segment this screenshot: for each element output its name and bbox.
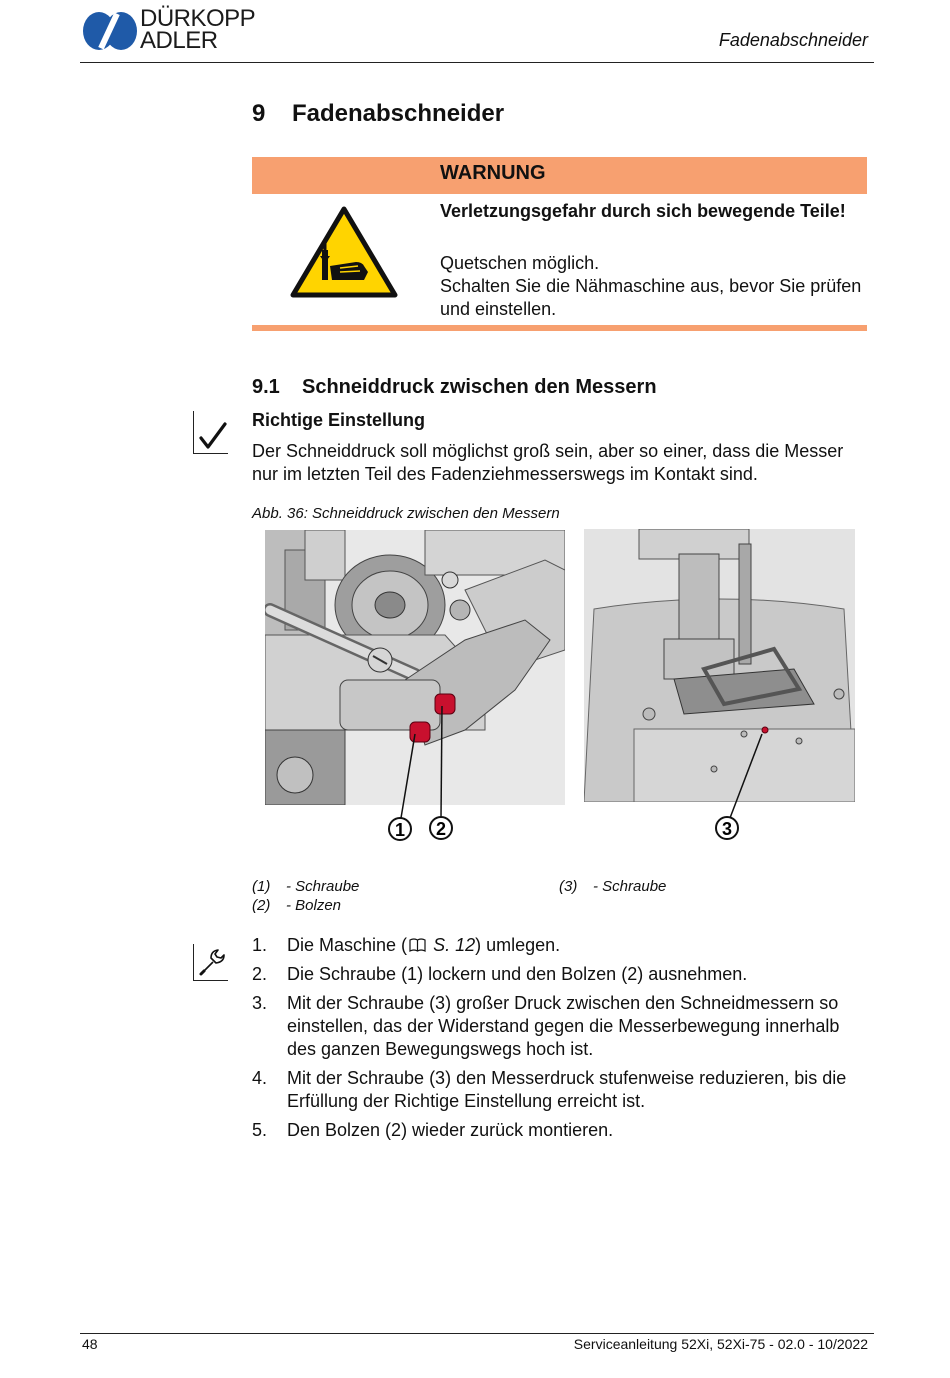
brand-name bbox=[140, 5, 256, 54]
step-text: Die Schraube (1) lockern und den Bolzen (2) ausnehmen. bbox=[287, 964, 748, 984]
section-number: 9.1 bbox=[252, 376, 280, 398]
step-number: 5. bbox=[252, 1120, 268, 1140]
callout-2: 2 bbox=[435, 819, 447, 839]
warning-line-1: Quetschen möglich. bbox=[440, 253, 600, 273]
legend-item-2 bbox=[252, 897, 341, 914]
warning-line-2: Schalten Sie die Nähmaschine aus, bevor Sie prüfen und einstellen. bbox=[440, 276, 862, 319]
legend-text: - Bolzen bbox=[286, 897, 342, 914]
figure-caption: Abb. 36: Schneiddruck zwischen den Messern bbox=[252, 505, 560, 522]
legend-text: - Schraube bbox=[593, 878, 667, 895]
warning-header-bar bbox=[252, 157, 867, 194]
legend-item-1 bbox=[252, 878, 359, 895]
legend-number: (1) bbox=[252, 878, 271, 895]
correct-setting-text: Der Schneiddruck soll möglichst groß sein, aber so einer, dass die Messer nur im letzten Teil des Fadenziehmesserswegs im Kontakt sind. bbox=[252, 441, 844, 484]
step-item bbox=[252, 1119, 872, 1142]
crush-hazard-warning-icon bbox=[290, 206, 398, 298]
page-reference-link[interactable]: S. 12 bbox=[433, 935, 476, 955]
callout-3: 3 bbox=[721, 819, 733, 839]
page-number: 48 bbox=[82, 1336, 98, 1352]
running-header-title: Fadenabschneider bbox=[718, 30, 868, 50]
instruction-steps bbox=[252, 934, 872, 1148]
footer-rule bbox=[80, 1333, 874, 1334]
step-number: 3. bbox=[252, 993, 268, 1013]
step-number: 4. bbox=[252, 1068, 268, 1088]
figure-callouts bbox=[260, 700, 880, 860]
step-text-end: ) umlegen. bbox=[475, 935, 561, 955]
legend-number: (2) bbox=[252, 897, 271, 914]
warning-bottom-bar bbox=[252, 325, 867, 331]
step-number: 2. bbox=[252, 964, 268, 984]
tool-marker bbox=[193, 944, 228, 981]
step-item bbox=[252, 934, 872, 957]
header-rule bbox=[80, 62, 874, 63]
check-marker bbox=[193, 411, 228, 454]
step-item bbox=[252, 992, 872, 1061]
step-text: Die Maschine ( bbox=[287, 935, 408, 955]
section-title: Schneiddruck zwischen den Messern bbox=[302, 376, 657, 398]
book-reference-icon bbox=[409, 938, 426, 952]
document-title: Serviceanleitung 52Xi, 52Xi-75 - 02.0 - 10/2022 bbox=[573, 1336, 868, 1352]
brand-line-2: ADLER bbox=[140, 27, 218, 54]
callout-1: 1 bbox=[394, 820, 406, 840]
correct-setting-heading: Richtige Einstellung bbox=[252, 410, 426, 430]
legend-number: (3) bbox=[559, 878, 578, 895]
brand-line-1: DÜRKOPP bbox=[140, 5, 256, 32]
step-number: 1. bbox=[252, 935, 268, 955]
step-text: Den Bolzen (2) wieder zurück montieren. bbox=[287, 1120, 614, 1140]
step-text: Mit der Schraube (3) den Messerdruck stufenweise reduzieren, bis die Erfüllung der Richtige Einstellung erreicht ist. bbox=[287, 1068, 847, 1111]
duerkopp-adler-logo-icon bbox=[82, 10, 138, 52]
chapter-title: Fadenabschneider bbox=[292, 100, 505, 127]
chapter-number: 9 bbox=[252, 100, 266, 127]
wrench-icon bbox=[197, 947, 227, 977]
warning-text bbox=[440, 252, 865, 321]
legend-text: - Schraube bbox=[286, 878, 360, 895]
checkmark-icon bbox=[198, 421, 228, 451]
warning-headline: Verletzungsgefahr durch sich bewegende Teile! bbox=[440, 201, 846, 221]
step-text: Mit der Schraube (3) großer Druck zwischen den Schneidmessern so einstellen, das der Widerstand gegen die Messerbewegung innerhalb des ganzen Bewegungswegs hoch ist. bbox=[287, 993, 840, 1059]
step-item bbox=[252, 963, 872, 986]
legend-item-3 bbox=[559, 878, 666, 895]
warning-label: WARNUNG bbox=[440, 162, 546, 184]
step-item bbox=[252, 1067, 872, 1113]
